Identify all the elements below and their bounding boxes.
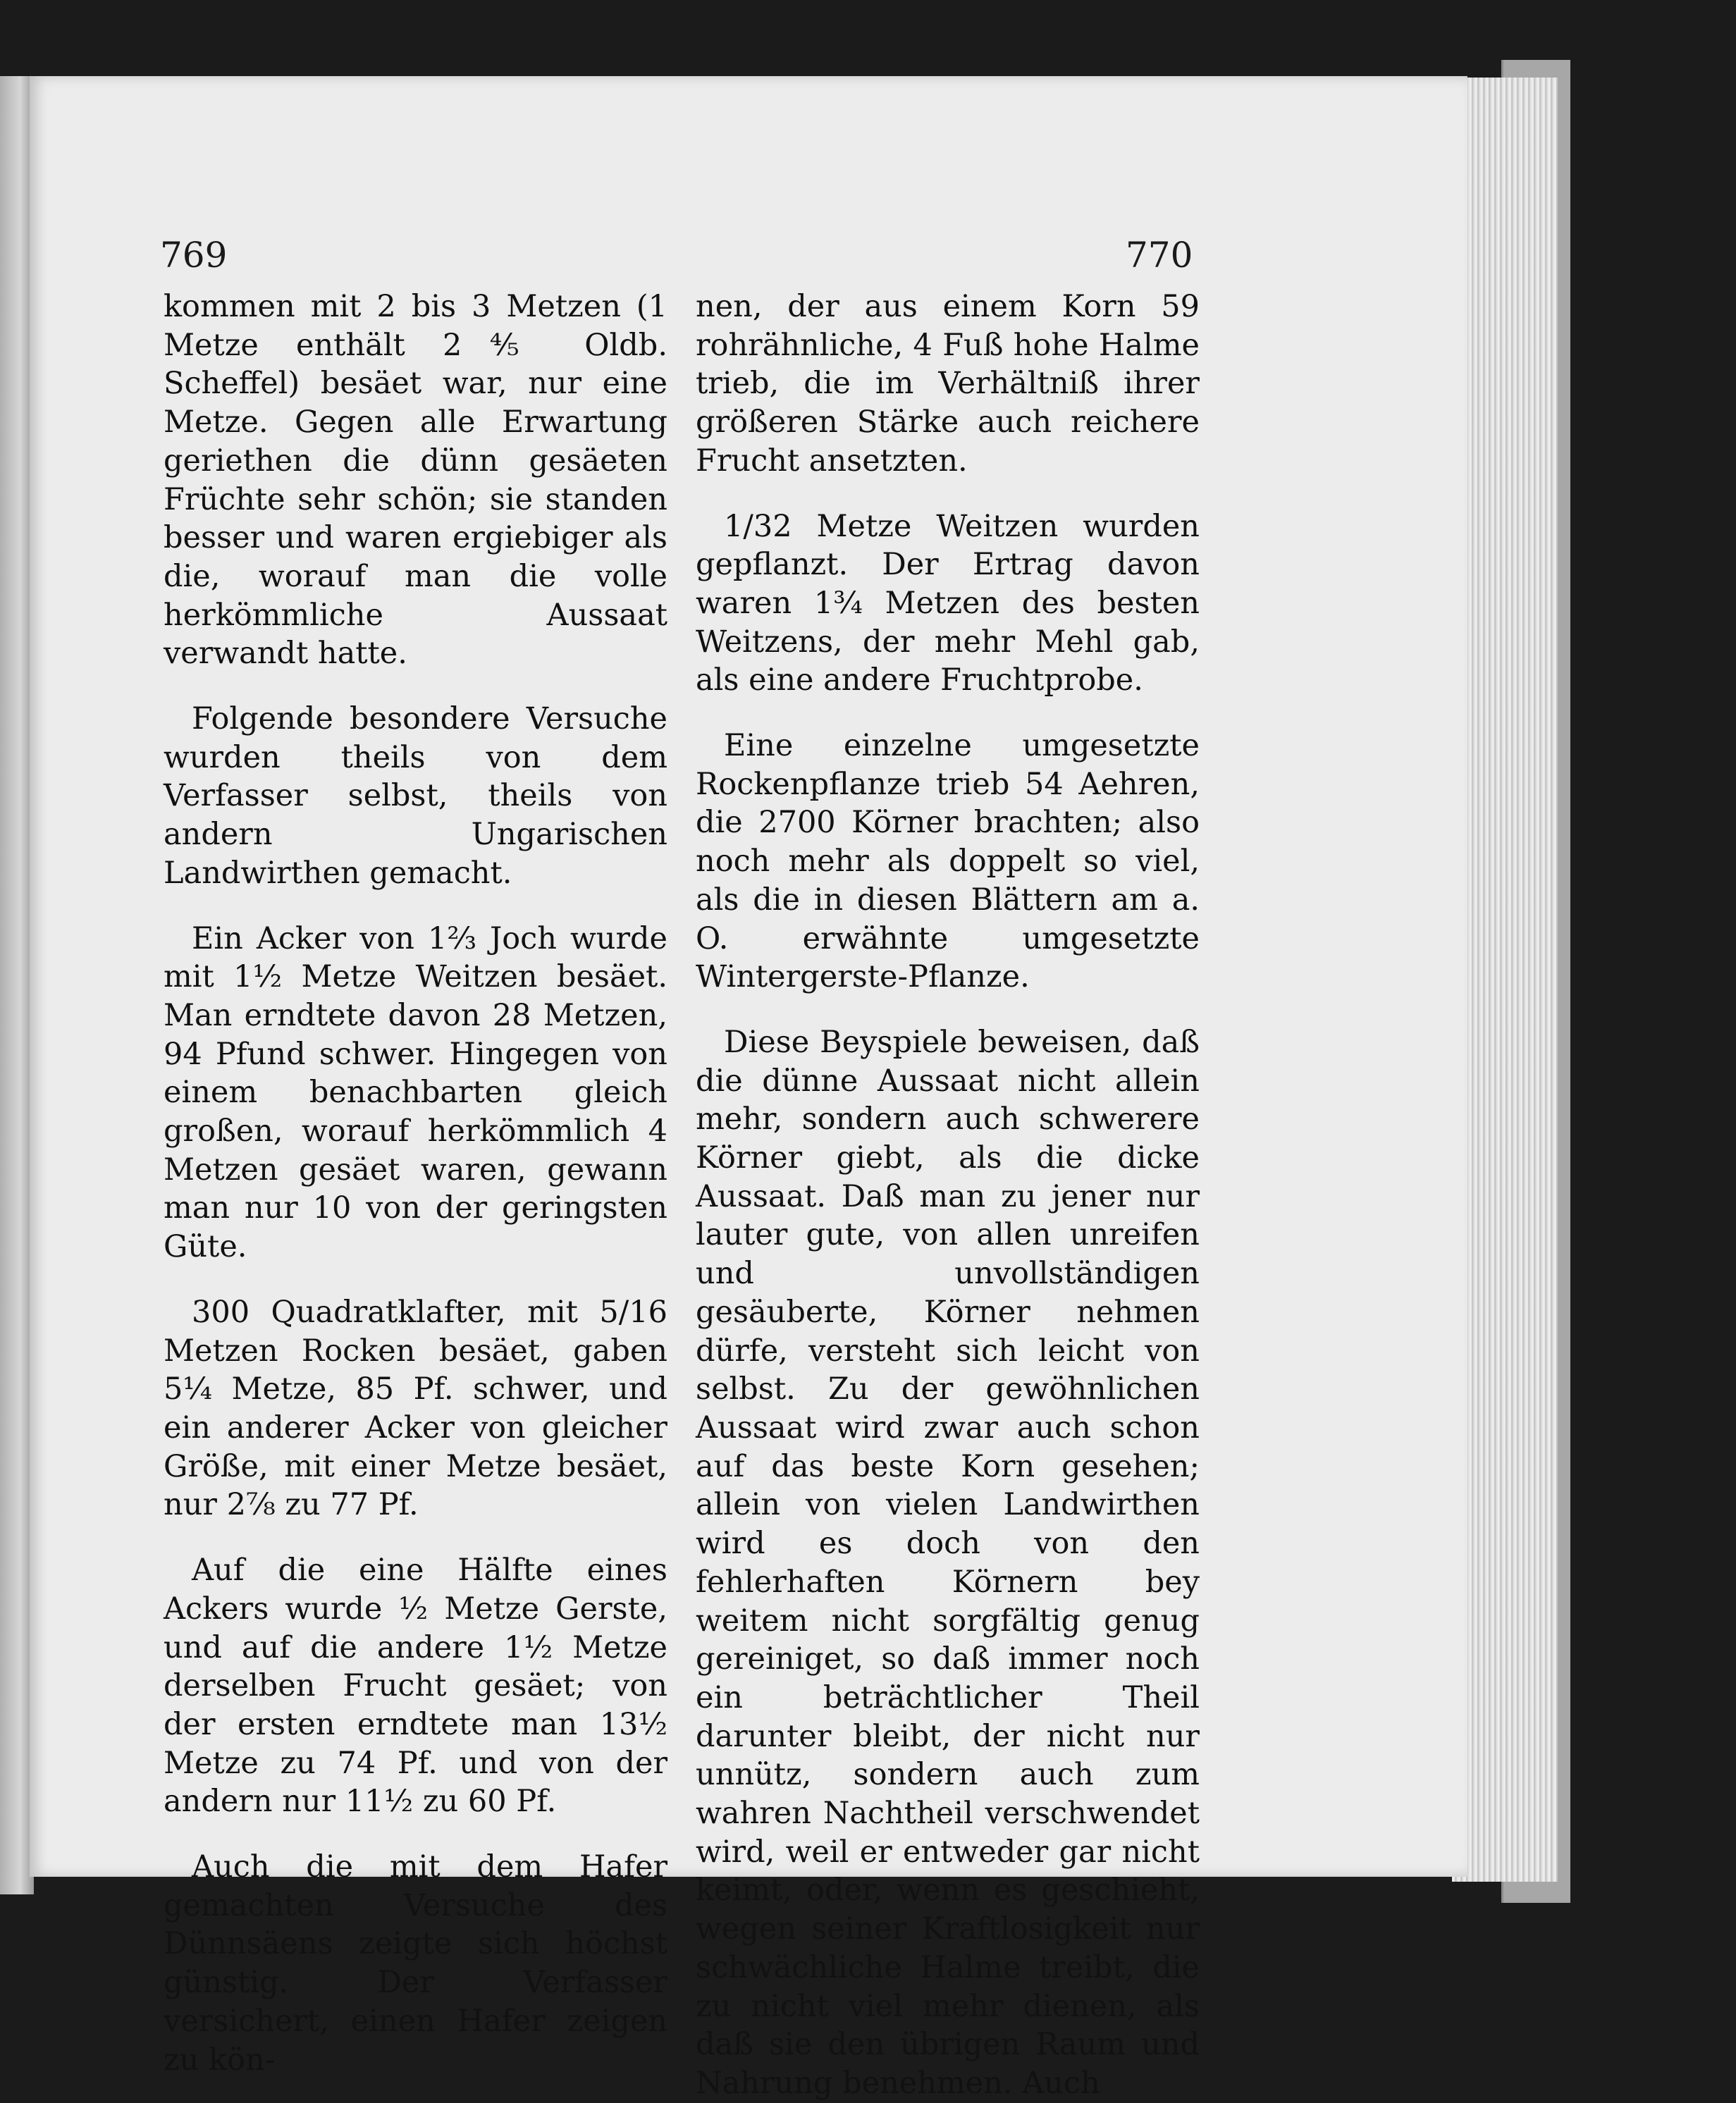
book-page (30, 76, 1467, 2101)
paragraph: 1/32 Metze Weitzen wurden gepflanzt. Der Ertrag davon waren 1¾ Metzen des besten Weitzens, der mehr Mehl gab, als eine andere Fruchtprobe. (696, 508, 1200, 698)
page-stack-edge (1452, 78, 1558, 1882)
paragraph: Ein Acker von 1⅔ Joch wurde mit 1½ Metze Weitzen besäet. Man erndtete davon 28 Metzen, 94 Pfund schwer. Hingegen von einem benachbarten gleich großen, worauf herkömmlich 4 Metzen gesäet waren, gewann man nur 10 von der geringsten Güte. (164, 920, 667, 1265)
left-page-edge (0, 76, 34, 1894)
paragraph: 300 Quadratklafter, mit 5/16 Metzen Rocken besäet, gaben 5¼ Metze, 85 Pf. schwer, und ein anderer Acker von gleicher Größe, mit einer Metze besäet, nur 2⅞ zu 77 Pf. (164, 1294, 667, 1523)
paragraph: Eine einzelne umgesetzte Rockenpflanze trieb 54 Aehren, die 2700 Körner brachten; also noch mehr als doppelt so viel, als die in diesen Blättern am a. O. erwähnte umgesetzte Wintergerste-Pflanze. (696, 728, 1200, 995)
paragraph: Folgende besondere Versuche wurden theils von dem Verfasser selbst, theils von andern Ungarischen Landwirthen gemacht. (164, 701, 667, 891)
paragraph: Diese Beyspiele beweisen, daß die dünne Aussaat nicht allein mehr, sondern auch schwerere Körner giebt, als die dicke Aussaat. Daß man zu jener nur lauter gute, von allen unreifen und unvollständigen gesäuberte, Körner nehmen dürfe, versteht sich leicht von selbst. Zu der gewöhnlichen Aussaat wird zwar auch schon auf das beste Korn gesehen; allein von vielen Landwirthen wird es doch von den fehlerhaften Körnern bey weitem nicht sorgfältig genug gereiniget, so daß immer noch ein beträchtlicher Theil darunter bleibt, der nicht nur unnütz, sondern auch zum wahren Nachtheil verschwendet wird, weil er entweder gar nicht keimt, oder, wenn es geschieht, wegen seiner Kraftlosigkeit nur schwächliche Halme treibt, die zu nicht viel mehr dienen, als daß sie den übrigen Raum und Nahrung benehmen. Auch (696, 1024, 1200, 2101)
right-column (696, 288, 1200, 2103)
page-number-left: 769 (160, 235, 228, 276)
page-number-right: 770 (1126, 235, 1193, 276)
paragraph: kommen mit 2 bis 3 Metzen (1 Metze enthält 2⅘ Oldb. Scheffel) besäet war, nur eine Metze. Gegen alle Erwartung geriethen die dünn gesäeten Früchte sehr schön; sie standen besser und waren ergiebiger als die, worauf man die volle herkömmliche Aussaat verwandt hatte. (164, 289, 667, 672)
paragraph: nen, der aus einem Korn 59 rohrähnliche, 4 Fuß hohe Halme trieb, die im Verhältniß ihrer größeren Stärke auch reichere Frucht ansetzten. (696, 289, 1200, 479)
left-column (164, 288, 667, 2079)
paragraph: Auf die eine Hälfte eines Ackers wurde ½ Metze Gerste, und auf die andere 1½ Metze derselben Frucht gesäet; von der ersten erndtete man 13½ Metze zu 74 Pf. und von der andern nur 11½ zu 60 Pf. (164, 1553, 667, 1820)
paragraph: Auch die mit dem Hafer gemachten Versuche des Dünnsäens zeigte sich höchst günstig. Der Verfasser versichert, einen Hafer zeigen zu kön- (164, 1849, 667, 2078)
